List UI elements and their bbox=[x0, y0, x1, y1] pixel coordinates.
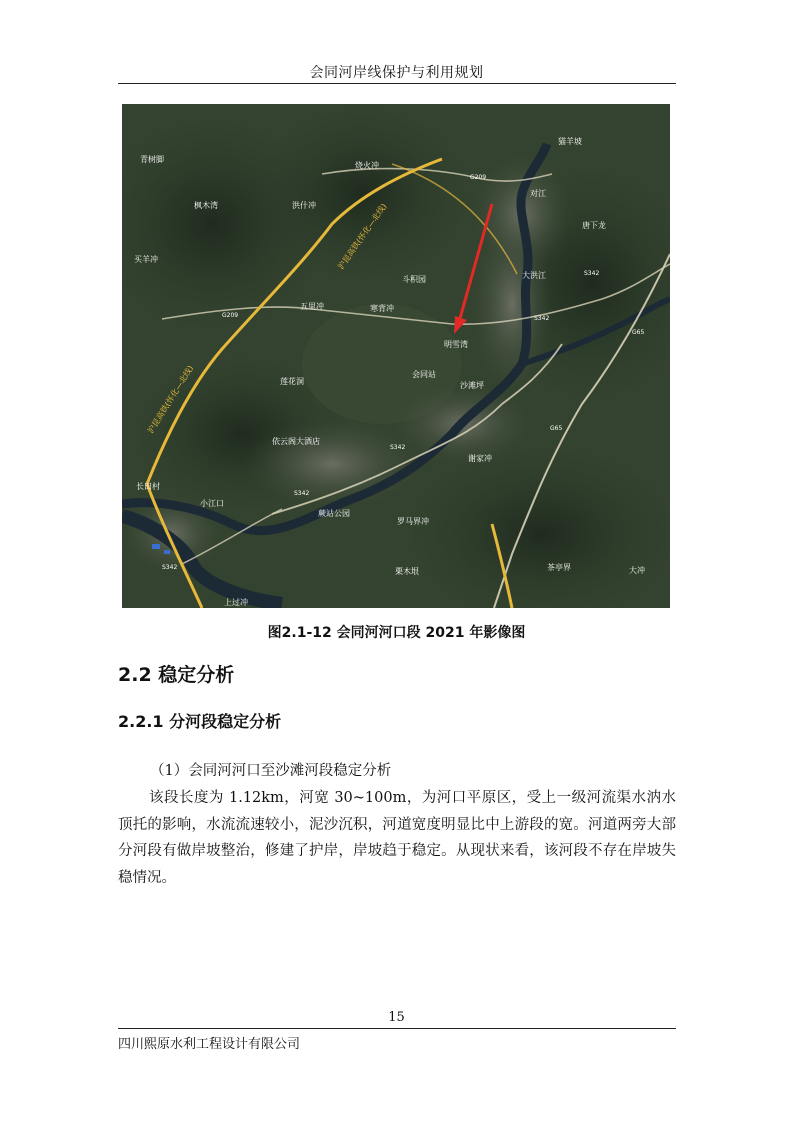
road-g209-top: G209 bbox=[470, 174, 487, 181]
label-tangxialong: 唐下龙 bbox=[582, 221, 606, 230]
label-lianhuadong: 莲花洞 bbox=[280, 377, 304, 386]
label-duijiang: 对江 bbox=[530, 189, 546, 198]
highway-label-a: 沪昆高铁(怀化—北线) bbox=[336, 201, 389, 272]
road-s342-d: S342 bbox=[294, 490, 310, 497]
label-wulichong: 五里冲 bbox=[300, 302, 324, 311]
label-fengmuwan: 枫木湾 bbox=[194, 201, 218, 210]
label-yiyunge: 依云阁大酒店 bbox=[272, 437, 320, 446]
label-doujiyuan: 斗积园 bbox=[402, 275, 426, 284]
road-g209-left: G209 bbox=[222, 312, 239, 319]
label-hongshichong: 洪什冲 bbox=[292, 201, 316, 210]
road-s342-b: S342 bbox=[534, 315, 550, 322]
paragraph-body: 该段长度为 1.12km，河宽 30~100m，为河口平原区，受上一级河流渠水汭水顶托的影响，水流流速较小，泥沙沉积，河道宽度明显比中上游段的宽。河道两旁大部分河段有做岸坡整治，修建了护岸，岸坡趋于稳定。从现状来看，该河段不存在岸坡失稳情况。 bbox=[118, 790, 676, 886]
satellite-map-canvas bbox=[122, 104, 670, 608]
header-rule bbox=[118, 83, 676, 84]
road-s342-e: S342 bbox=[162, 564, 178, 571]
header-title: 会同河岸线保护与利用规划 bbox=[309, 65, 484, 81]
satellite-map bbox=[122, 104, 670, 608]
label-shaohuochong: 烧火冲 bbox=[355, 161, 379, 170]
road-g65-b: G65 bbox=[550, 425, 563, 432]
label-dachong: 大冲 bbox=[629, 566, 645, 575]
subsection-heading: 2.2.1 分河段稳定分析 bbox=[118, 712, 282, 731]
label-luomajiechong: 罗马界冲 bbox=[397, 517, 429, 526]
label-shatanping: 沙滩坪 bbox=[460, 381, 484, 390]
highway-label-b: 沪昆高铁(怀化—北线) bbox=[146, 363, 196, 436]
label-hanbeichong: 寒背冲 bbox=[370, 304, 394, 313]
label-park: 蕨站公园 bbox=[318, 509, 350, 518]
label-limuzhai: 栗木垠 bbox=[395, 567, 419, 576]
paragraph-heading: （1）会同河河口至沙滩河段稳定分析 bbox=[150, 763, 392, 779]
label-changtiancun: 长田村 bbox=[136, 482, 160, 491]
label-xiejiachong: 谢家冲 bbox=[468, 454, 492, 463]
footer-company: 四川熙原水利工程设计有限公司 bbox=[118, 1037, 301, 1052]
label-chatingjie: 茶亭界 bbox=[547, 563, 571, 572]
road-s342-a: S342 bbox=[584, 270, 600, 277]
label-mingxuewan: 明雪湾 bbox=[444, 340, 468, 349]
label-qingshujiao: 青树脚 bbox=[140, 155, 164, 164]
label-dahongjiang: 大洪江 bbox=[522, 271, 546, 280]
footer-rule bbox=[118, 1028, 676, 1029]
road-g65-a: G65 bbox=[632, 329, 645, 336]
page-number: 15 bbox=[388, 1010, 405, 1025]
label-xiaojiangkou: 小江口 bbox=[200, 499, 224, 508]
road-s342-c: S342 bbox=[390, 444, 406, 451]
label-maoyangpo: 猫羊坡 bbox=[558, 137, 582, 146]
label-huitongzhan: 会同站 bbox=[412, 370, 436, 379]
section-heading: 2.2 稳定分析 bbox=[118, 664, 235, 686]
label-shangguochong: 上过冲 bbox=[224, 598, 248, 607]
label-maiyangchong: 买羊冲 bbox=[134, 255, 158, 264]
figure-caption: 图2.1-12 会同河河口段 2021 年影像图 bbox=[267, 625, 526, 641]
